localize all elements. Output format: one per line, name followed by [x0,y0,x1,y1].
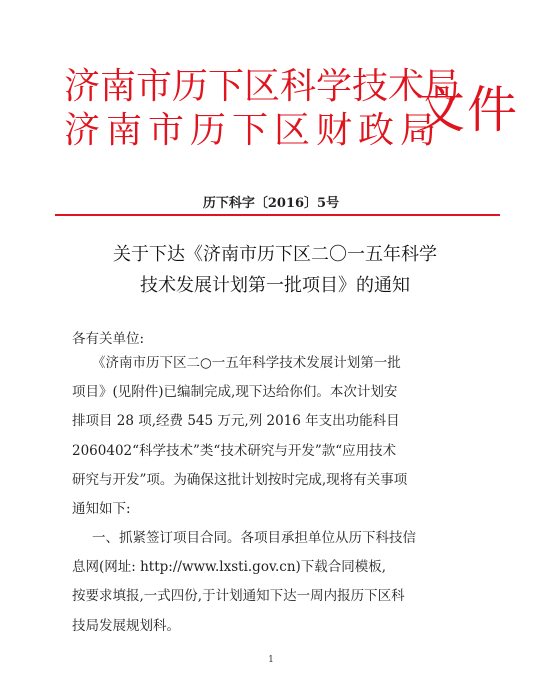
paragraph-1-line: 2060402“科学技术”类“技术研究与开发”款“应用技术 [72,442,397,459]
paragraph-2-line: 技局发展规划科。 [72,617,180,634]
red-divider [55,214,500,216]
issuer-line-1: 济南市历下区科学技术局 [64,66,461,107]
paragraph-1-line: 《济南市历下区二○一五年科学技术发展计划第一批 [92,355,401,371]
doc-type-label: 文件 [415,81,519,139]
paragraph-2-line: 息网(网址: http://www.lxsti.gov.cn)下载合同模板, [72,559,387,576]
paragraph-2 [72,524,512,641]
paragraph-1-line: 排项目 28 项,经费 545 万元,列 2016 年支出功能科目 [72,413,400,430]
title-line-2: 技术发展计划第一批项目》的通知 [140,275,410,296]
paragraph-1 [72,349,512,524]
salutation: 各有关单位: [72,331,145,347]
paragraph-1-line: 通知如下: [72,500,131,517]
issuer-line-2: 济南市历下区财政局 [64,110,443,151]
red-header [0,0,542,170]
document-number: 历下科字〔2016〕5号 [202,196,340,211]
title-line-1: 关于下达《济南市历下区二〇一五年科学 [113,244,437,265]
paragraph-1-line: 研究与开发”项。为确保这批计划按时完成,现将有关事项 [72,471,408,488]
paragraph-2-line: 按要求填报,一式四份,于计划通知下达一周内报历下区科 [72,588,405,605]
paragraph-2-line: 一、抓紧签订项目合同。各项目承担单位从历下科技信 [92,530,416,546]
paragraph-1-line: 项目》(见附件)已编制完成,现下达给你们。本次计划安 [72,384,398,401]
page-number: 1 [268,655,274,665]
